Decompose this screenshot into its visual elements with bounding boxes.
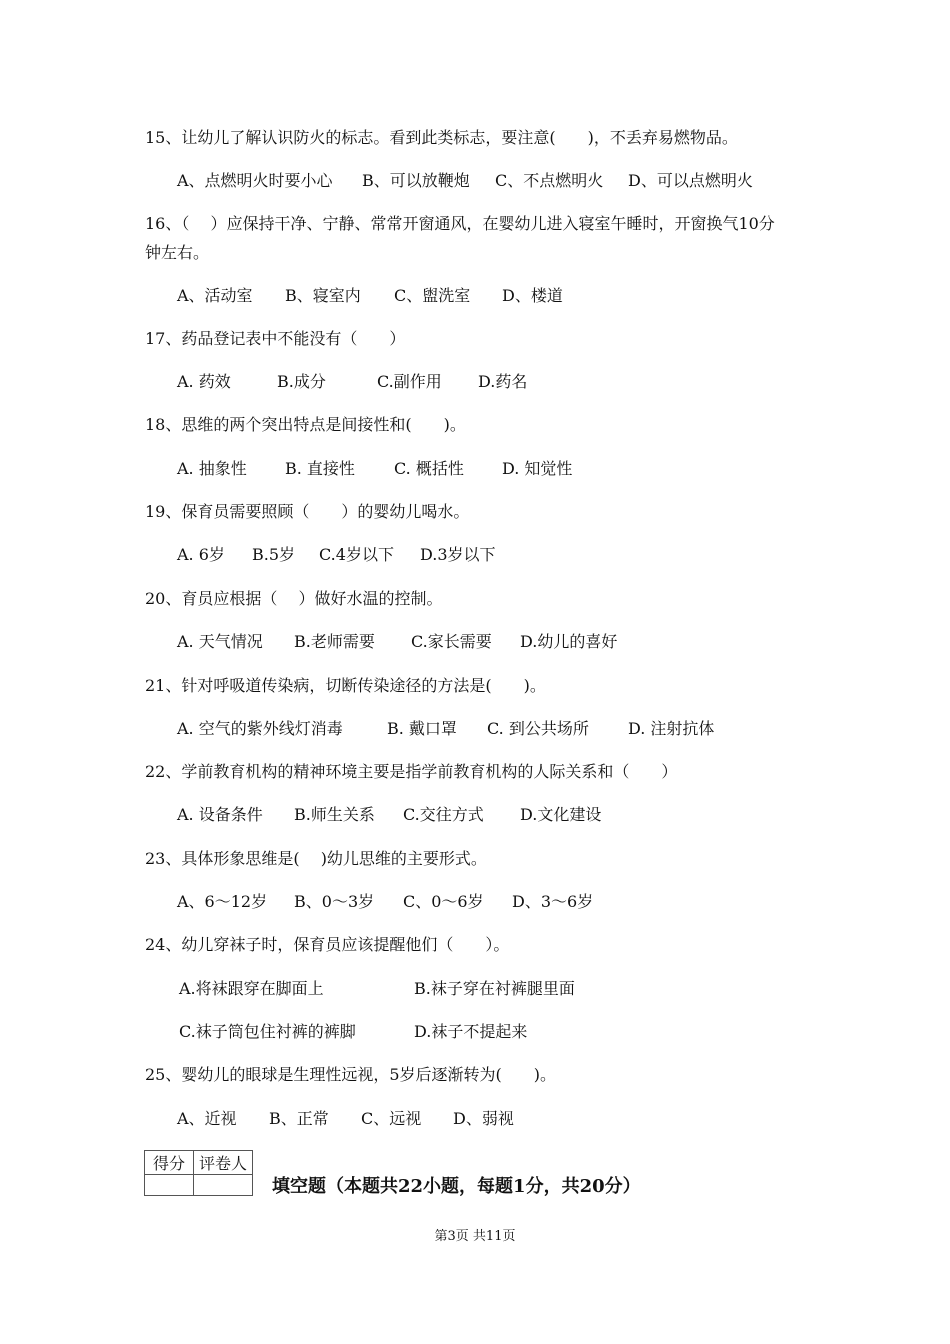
question-24-stem: 24、幼儿穿袜子时，保育员应该提醒他们（ ）。 (145, 935, 510, 954)
question-15-option-a: A、点燃明火时要小心 (177, 171, 333, 190)
question-15-stem: 15、让幼儿了解认识防火的标志。看到此类标志，要注意( )，不丢弃易燃物品。 (145, 128, 738, 147)
question-19-option-c: C.4岁以下 (319, 545, 394, 564)
question-18-option-b: B. 直接性 (285, 459, 355, 478)
question-23-option-a: A、6～12岁 (177, 892, 268, 911)
question-15-option-d: D、可以点燃明火 (628, 171, 753, 190)
question-20-option-d: D.幼儿的喜好 (520, 632, 618, 651)
question-24-option-c: C.袜子筒包住衬裤的裤脚 (179, 1022, 356, 1041)
question-22-stem: 22、学前教育机构的精神环境主要是指学前教育机构的人际关系和（ ） (145, 762, 678, 781)
question-18-option-c: C. 概括性 (394, 459, 464, 478)
question-16-option-c: C、盥洗室 (394, 286, 471, 305)
question-25-option-c: C、远视 (361, 1109, 422, 1128)
question-19-option-b: B.5岁 (252, 545, 296, 564)
question-16-option-a: A、活动室 (177, 286, 253, 305)
question-25-stem: 25、婴幼儿的眼球是生理性远视，5岁后逐渐转为( )。 (145, 1065, 557, 1084)
question-20-option-b: B.老师需要 (294, 632, 375, 651)
question-20-option-c: C.家长需要 (411, 632, 492, 651)
question-19-stem: 19、保育员需要照顾（ ）的婴幼儿喝水。 (145, 502, 470, 521)
question-21-stem: 21、针对呼吸道传染病，切断传染途径的方法是( )。 (145, 676, 546, 695)
question-25-option-d: D、弱视 (453, 1109, 514, 1128)
question-23-option-b: B、0～3岁 (294, 892, 375, 911)
question-18-option-d: D. 知觉性 (502, 459, 573, 478)
question-18-option-a: A. 抽象性 (177, 459, 247, 478)
reviewer-label: 评卷人 (194, 1151, 253, 1175)
question-22-option-d: D.文化建设 (520, 805, 602, 824)
question-25-option-b: B、正常 (269, 1109, 329, 1128)
question-19-option-a: A. 6岁 (177, 545, 225, 564)
question-16-option-b: B、寝室内 (285, 286, 361, 305)
question-23-option-c: C、0～6岁 (403, 892, 484, 911)
question-17-option-d: D.药名 (478, 372, 528, 391)
question-16-stem-continued: 钟左右。 (145, 243, 210, 262)
question-24-option-b: B.袜子穿在衬裤腿里面 (414, 979, 575, 998)
question-22-option-a: A. 设备条件 (177, 805, 263, 824)
question-17-option-a: A. 药效 (177, 372, 231, 391)
question-24-option-d: D.袜子不提起来 (414, 1022, 528, 1041)
question-21-option-d: D. 注射抗体 (628, 719, 715, 738)
question-20-option-a: A. 天气情况 (177, 632, 263, 651)
question-15-option-c: C、不点燃明火 (495, 171, 604, 190)
question-20-stem: 20、育员应根据（ ）做好水温的控制。 (145, 589, 443, 608)
question-17-stem: 17、药品登记表中不能没有（ ） (145, 329, 406, 348)
question-22-option-b: B.师生关系 (294, 805, 375, 824)
question-21-option-b: B. 戴口罩 (387, 719, 457, 738)
question-17-option-c: C.副作用 (377, 372, 442, 391)
question-16-stem: 16、（ ）应保持干净、宁静、常常开窗通风，在婴幼儿进入寝室午睡时，开窗换气10分 (145, 214, 775, 233)
question-23-option-d: D、3～6岁 (512, 892, 594, 911)
question-17-option-b: B.成分 (277, 372, 326, 391)
question-15-option-b: B、可以放鞭炮 (362, 171, 470, 190)
question-19-option-d: D.3岁以下 (420, 545, 496, 564)
question-16-option-d: D、楼道 (502, 286, 563, 305)
score-box (144, 1150, 253, 1196)
score-cell (145, 1175, 194, 1196)
section-title: 填空题（本题共22小题，每题1分，共20分） (272, 1176, 641, 1197)
question-25-option-a: A、近视 (177, 1109, 237, 1128)
question-18-stem: 18、思维的两个突出特点是间接性和( )。 (145, 415, 466, 434)
reviewer-cell (194, 1175, 253, 1196)
page-footer: 第3页 共11页 (434, 1229, 516, 1244)
question-23-stem: 23、具体形象思维是( )幼儿思维的主要形式。 (145, 849, 487, 868)
question-21-option-a: A. 空气的紫外线灯消毒 (177, 719, 343, 738)
score-label: 得分 (145, 1151, 194, 1175)
question-21-option-c: C. 到公共场所 (487, 719, 589, 738)
question-24-option-a: A.将袜跟穿在脚面上 (179, 979, 324, 998)
question-22-option-c: C.交往方式 (403, 805, 484, 824)
